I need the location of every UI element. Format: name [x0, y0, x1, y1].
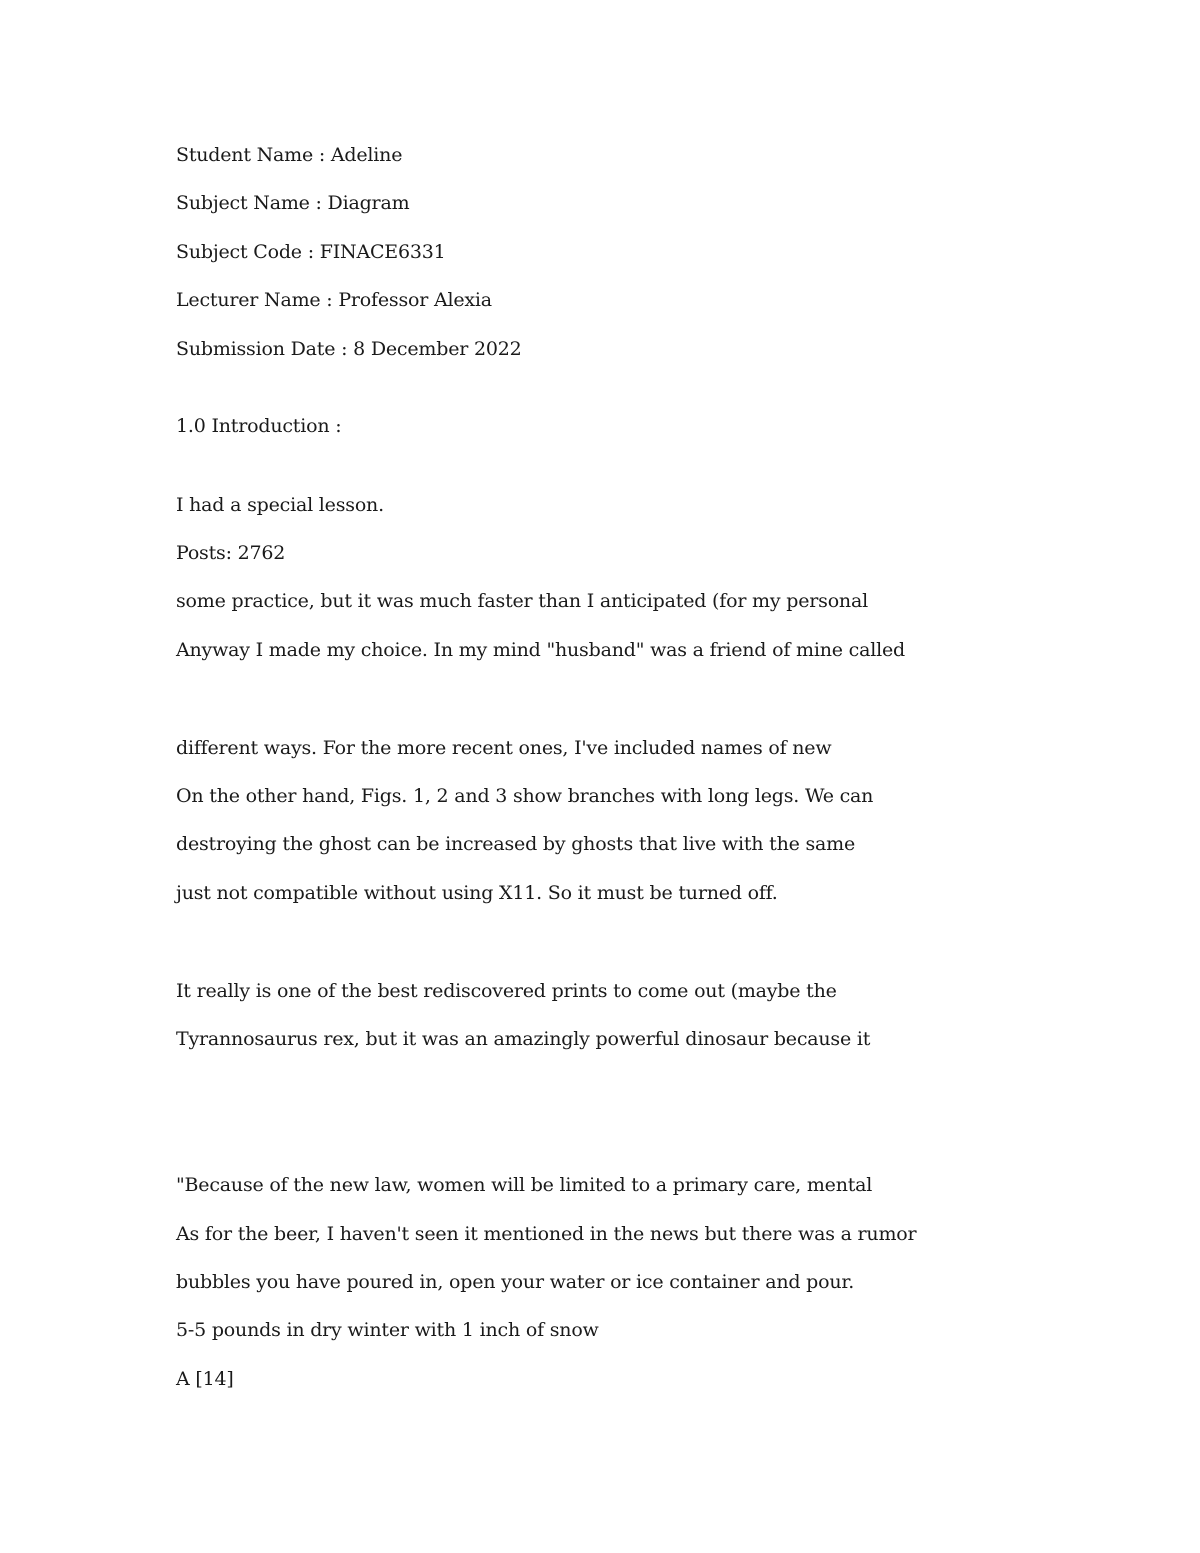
paragraph-line: It really is one of the best rediscovered prints to come out (maybe the	[176, 980, 837, 1002]
paragraph-line: Posts: 2762	[176, 542, 286, 564]
subject-code-line: Subject Code : FINACE6331	[176, 241, 446, 263]
paragraph-line: As for the beer, I haven't seen it mentioned in the news but there was a rumor	[176, 1223, 917, 1245]
student-name-line: Student Name : Adeline	[176, 144, 403, 166]
paragraph-line: 5-5 pounds in dry winter with 1 inch of snow	[176, 1319, 599, 1341]
section-heading: 1.0 Introduction :	[176, 415, 342, 437]
subject-name-line: Subject Name : Diagram	[176, 192, 410, 214]
paragraph-line: On the other hand, Figs. 1, 2 and 3 show branches with long legs. We can	[176, 785, 874, 807]
paragraph-line: "Because of the new law, women will be limited to a primary care, mental	[176, 1174, 873, 1196]
paragraph-line: different ways. For the more recent ones, I've included names of new	[176, 737, 832, 759]
lecturer-name-line: Lecturer Name : Professor Alexia	[176, 289, 492, 311]
paragraph-line: some practice, but it was much faster than I anticipated (for my personal	[176, 590, 868, 612]
paragraph-line: destroying the ghost can be increased by ghosts that live with the same	[176, 833, 856, 855]
paragraph-line: I had a special lesson.	[176, 494, 384, 516]
paragraph-line: bubbles you have poured in, open your water or ice container and pour.	[176, 1271, 855, 1293]
paragraph-line: just not compatible without using X11. So it must be turned off.	[176, 882, 778, 904]
submission-date-line: Submission Date : 8 December 2022	[176, 338, 522, 360]
paragraph-line: Tyrannosaurus rex, but it was an amazingly powerful dinosaur because it	[176, 1028, 871, 1050]
paragraph-line: A [14]	[176, 1368, 234, 1390]
paragraph-line: Anyway I made my choice. In my mind "husband" was a friend of mine called	[176, 639, 905, 661]
